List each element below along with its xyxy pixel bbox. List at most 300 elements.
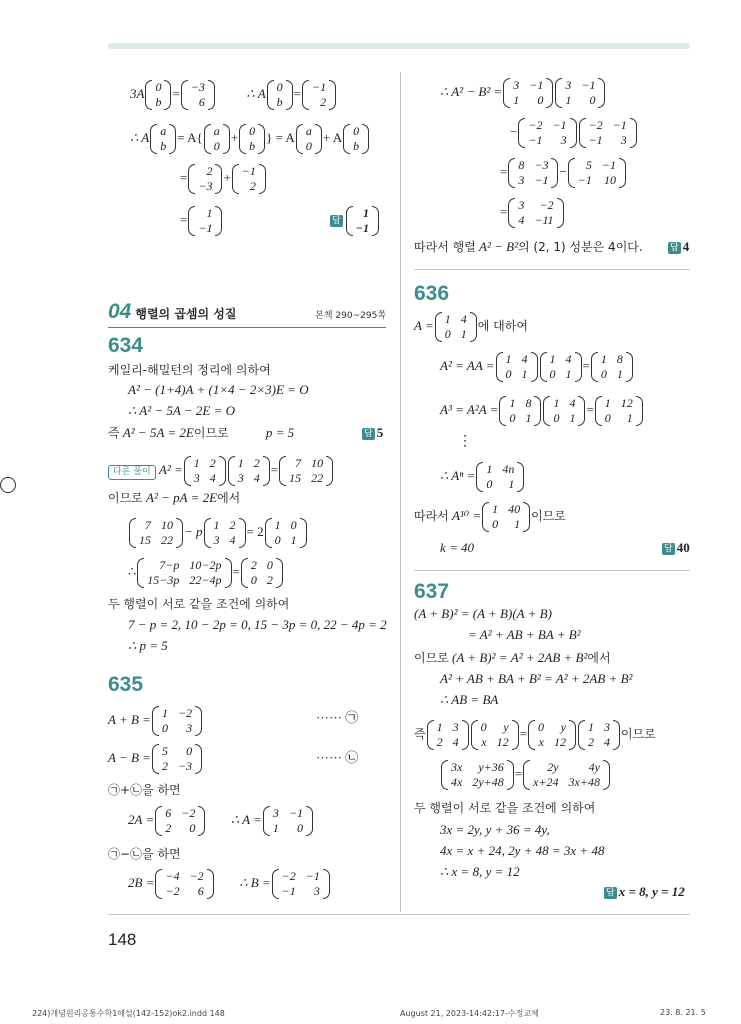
matrix-cell: 2 xyxy=(249,179,256,193)
matrix-cell: 7 xyxy=(295,456,302,470)
paren-right xyxy=(523,502,530,532)
matrix-cell: 1 xyxy=(206,206,213,220)
matrix-cells xyxy=(586,118,630,148)
matrix-cell: 3 xyxy=(186,721,193,735)
matrix-cell: 0 xyxy=(537,720,544,734)
line-637-10: 4x = x + 24, 2y + 48 = 3x + 48 xyxy=(440,843,605,858)
matrix-cell: x xyxy=(481,735,487,749)
matrix-c4 xyxy=(591,352,633,382)
matrix-m4 xyxy=(302,80,336,110)
section-ref: 본책 290~295쪽 xyxy=(315,311,386,321)
line-634-6: 이므로 A² − pA = 2E에서 xyxy=(108,490,241,505)
matrix-cell: 10 xyxy=(311,456,324,470)
matrix-cell: −1 xyxy=(528,133,543,147)
matrix-cell: 10 xyxy=(604,173,617,187)
matrix-cell: 15 xyxy=(289,471,302,485)
matrix-cell: 1 xyxy=(193,456,200,470)
matrix-cell: −2 xyxy=(539,198,554,212)
matrix-r2 xyxy=(555,78,605,108)
matrix-cell: 1 xyxy=(161,706,168,720)
paren-left xyxy=(302,80,309,110)
matrix-m7 xyxy=(239,124,265,154)
matrix-cell: 1 xyxy=(565,367,572,381)
paren-right xyxy=(215,206,222,236)
rule-636 xyxy=(414,269,690,270)
matrix-cells xyxy=(159,706,195,736)
matrix-cell: −4 xyxy=(165,869,180,883)
matrix-cell: 2 xyxy=(587,735,594,749)
matrix-cell: 4x xyxy=(451,775,463,789)
matrix-cell: −1 xyxy=(612,118,627,132)
matrix-cell: −1 xyxy=(355,221,369,235)
paren-right xyxy=(195,744,202,774)
matrix-cell: 3 xyxy=(620,133,627,147)
matrix-cell: 0 xyxy=(186,744,193,758)
matrix-cell: 22 xyxy=(311,471,324,485)
matrix-cell: 4 xyxy=(565,352,572,366)
matrix-cell: 0 xyxy=(266,558,273,572)
paren-right xyxy=(462,720,469,750)
paren-right xyxy=(517,462,524,492)
matrix-cell: 2 xyxy=(165,821,172,835)
matrix-cell: 22−4p xyxy=(189,573,222,587)
line-635-2: A − B = 5 0 2 −3 xyxy=(108,744,203,774)
matrix-c9 xyxy=(482,502,530,532)
matrix-cell: 0 xyxy=(161,721,168,735)
matrix-m12 xyxy=(188,206,222,236)
matrix-cell: a xyxy=(160,124,167,138)
matrix-cell: 7 xyxy=(145,518,151,532)
line-634-9: 두 행렬이 서로 같을 조건에 의하여 xyxy=(108,597,290,611)
line-634-8: ∴ 7−p 10−2p 15−3p 22−4p = 2 0 0 2 xyxy=(128,558,284,588)
matrix-cell: 7−p xyxy=(159,558,180,572)
paren-left xyxy=(508,198,515,228)
paren-right xyxy=(176,518,183,548)
matrix-cell: b xyxy=(353,139,360,153)
matrix-c6 xyxy=(543,396,585,426)
matrix-cell: y xyxy=(560,720,566,734)
matrix-cell: 4 xyxy=(452,735,459,749)
line-633-3: = 2 −3 + −1 2 xyxy=(180,164,267,194)
footer-date: 23. 8. 21. 5 xyxy=(660,1008,706,1017)
matrix-cell: 0 xyxy=(296,821,303,835)
paren-right xyxy=(507,760,514,790)
matrix-cell: 0 xyxy=(604,411,611,425)
matrix-cell: 0 xyxy=(492,517,499,531)
line-637-2: = A² + AB + BA + B² xyxy=(468,627,581,642)
matrix-cell: −2 xyxy=(181,806,196,820)
matrix-d4 xyxy=(578,720,620,750)
paren-right xyxy=(300,518,307,548)
matrix-cells xyxy=(144,558,224,588)
matrix-cell: 8 xyxy=(518,158,525,172)
matrix-r7 xyxy=(508,198,563,228)
paren-left xyxy=(279,456,286,486)
paren-right xyxy=(512,720,519,750)
matrix-cell: 3 xyxy=(518,173,525,187)
matrix-cell: 1 xyxy=(616,367,623,381)
paren-right xyxy=(258,124,265,154)
matrix-cell: 0 xyxy=(274,533,281,547)
matrix-b2 xyxy=(152,744,202,774)
matrix-cell: −2 xyxy=(177,706,193,720)
paren-left xyxy=(152,744,159,774)
paren-left xyxy=(241,558,248,588)
matrix-cell: 40 xyxy=(508,502,521,516)
line-637-5: ∴ AB = BA xyxy=(440,692,499,707)
paren-left xyxy=(579,118,586,148)
matrix-a2 xyxy=(228,456,270,486)
paren-left xyxy=(503,78,510,108)
matrix-cell: y xyxy=(503,720,509,734)
matrix-cell: −1 xyxy=(305,869,320,883)
matrix-cell: 0 xyxy=(276,80,283,94)
matrix-cell: 12 xyxy=(620,396,633,410)
paren-right xyxy=(276,558,283,588)
paren-left xyxy=(188,164,195,194)
paren-left xyxy=(543,396,550,426)
matrix-cell: 0 xyxy=(537,93,544,107)
matrix-cell: 0 xyxy=(480,720,487,734)
matrix-cell: 1 xyxy=(565,93,572,107)
matrix-cell: 0 xyxy=(249,124,256,138)
line-637-9: 3x = 2y, y + 36 = 4y, xyxy=(440,822,550,837)
paren-right xyxy=(207,869,214,899)
matrix-cell: x xyxy=(538,735,544,749)
matrix-cell: 1 xyxy=(362,206,369,220)
answer-637: 답 x = 8, y = 12 xyxy=(606,884,685,899)
matrix-cell: −1 xyxy=(581,78,596,92)
paren-right xyxy=(198,806,205,836)
matrix-cell: 0 xyxy=(509,411,516,425)
label-635-1: ······ ㉠ xyxy=(316,710,359,725)
matrix-cell: 1 xyxy=(492,502,499,516)
paren-left xyxy=(145,80,152,110)
matrix-cell: b xyxy=(160,139,167,153)
problem-number-637: 637 xyxy=(414,580,450,603)
matrix-cells xyxy=(503,352,531,382)
matrix-cell: 1 xyxy=(505,352,512,366)
paren-right xyxy=(575,352,582,382)
line-633-2: ∴ A a b = A{ a 0 + 0 b } = A a 0 + A 0 b xyxy=(130,124,370,154)
paren-left xyxy=(265,518,272,548)
matrix-cells xyxy=(442,312,470,342)
bottom-rule xyxy=(108,914,690,915)
paren-left xyxy=(441,760,448,790)
matrix-cell: 3 xyxy=(565,78,572,92)
paren-left xyxy=(540,352,547,382)
matrix-m10 xyxy=(188,164,222,194)
matrix-cell: 12 xyxy=(553,735,566,749)
dots-636: ⋮ xyxy=(458,434,472,449)
matrix-cell: 1 xyxy=(272,821,279,835)
paren-right xyxy=(613,720,620,750)
matrix-cell: 3 xyxy=(193,471,200,485)
paren-left xyxy=(482,502,489,532)
matrix-c1 xyxy=(435,312,477,342)
matrix-cells xyxy=(478,720,512,750)
matrix-a4 xyxy=(129,518,183,548)
paren-left xyxy=(263,806,270,836)
rule-637 xyxy=(414,570,690,571)
line-634-1: 케일리-해밀턴의 정리에 의하여 xyxy=(108,363,271,377)
matrix-cell: 8 xyxy=(616,352,623,366)
paren-left xyxy=(343,124,350,154)
paren-right xyxy=(470,312,477,342)
line-636-4: ∴ Aⁿ = 1 4n 0 1 xyxy=(440,462,525,492)
matrix-cells xyxy=(274,80,286,110)
matrix-d2 xyxy=(471,720,519,750)
paren-left xyxy=(188,206,195,236)
paren-right xyxy=(326,456,333,486)
paren-left xyxy=(184,456,191,486)
paren-right xyxy=(570,118,577,148)
matrix-cell: 4 xyxy=(209,471,216,485)
matrix-cell: 3x xyxy=(451,760,463,774)
matrix-cell: 3 xyxy=(213,533,220,547)
paren-right xyxy=(219,456,226,486)
matrix-cell: −11 xyxy=(534,213,554,227)
matrix-cell: 4y xyxy=(588,760,600,774)
matrix-cells xyxy=(303,124,315,154)
matrix-cell: 4n xyxy=(502,462,515,476)
matrix-cells xyxy=(535,720,569,750)
problem-number-634: 634 xyxy=(108,334,144,357)
matrix-cell: 1 xyxy=(508,477,515,491)
matrix-cell: 2 xyxy=(209,456,216,470)
matrix-cell: 4 xyxy=(603,735,610,749)
matrix-d5 xyxy=(441,760,514,790)
matrix-cell: 2 xyxy=(436,735,443,749)
line-634-11: ∴ p = 5 xyxy=(128,638,168,653)
line-635-1: A + B = 1 −2 0 3 xyxy=(108,706,203,736)
paren-left xyxy=(150,124,157,154)
line-634-10: 7 − p = 2, 10 − 2p = 0, 15 − 3p = 0, 22 − 4p = 2 xyxy=(128,617,387,632)
matrix-cell: 2y xyxy=(547,760,559,774)
matrix-d3 xyxy=(528,720,576,750)
matrix-cells xyxy=(585,720,613,750)
paren-left xyxy=(239,124,246,154)
matrix-a3 xyxy=(279,456,333,486)
matrix-r5 xyxy=(508,158,558,188)
matrix-cells xyxy=(279,869,323,899)
matrix-cell: a xyxy=(305,124,312,138)
matrix-cell: 1 xyxy=(460,327,467,341)
matrix-cell: 0 xyxy=(600,367,607,381)
matrix-r1 xyxy=(503,78,553,108)
matrix-cells xyxy=(195,164,215,194)
line-635-4: 2A = 6 −2 2 0 ∴ A = 3 −1 1 0 xyxy=(128,806,314,836)
matrix-cell: 10 xyxy=(161,518,173,532)
matrix-cells xyxy=(547,352,575,382)
paren-left xyxy=(296,124,303,154)
matrix-cell: 1 xyxy=(509,396,516,410)
matrix-cells xyxy=(309,80,329,110)
paren-right xyxy=(208,80,215,110)
matrix-cells xyxy=(157,124,169,154)
paren-right xyxy=(259,164,266,194)
paren-left xyxy=(427,720,434,750)
matrix-cell: 0 xyxy=(486,477,493,491)
matrix-cell: 1 xyxy=(525,411,532,425)
matrix-cell: 0 xyxy=(155,80,162,94)
problem-number-636: 636 xyxy=(414,282,450,305)
page-number: 148 xyxy=(108,930,137,949)
paren-left xyxy=(518,118,525,148)
matrix-cell: 0 xyxy=(589,93,596,107)
paren-left xyxy=(129,518,136,548)
matrix-cell: 3 xyxy=(237,471,244,485)
section-header xyxy=(108,300,386,324)
answer-mark: 답 xyxy=(332,216,341,226)
matrix-b4 xyxy=(263,806,313,836)
line-637-3: 이므로 (A + B)² = A² + 2AB + B²에서 xyxy=(414,650,611,665)
paren-right xyxy=(164,80,171,110)
section-number: 04 xyxy=(108,300,132,323)
matrix-b5 xyxy=(155,869,213,899)
matrix-cell: a xyxy=(213,124,220,138)
problem-number-635: 635 xyxy=(108,673,144,696)
matrix-cell: −1 xyxy=(601,158,617,172)
matrix-cell: 1 xyxy=(274,518,281,532)
matrix-cell: 2 xyxy=(250,558,257,572)
line-637-8: 두 행렬이 서로 같을 조건에 의하여 xyxy=(414,801,596,815)
matrix-cells xyxy=(272,518,300,548)
matrix-cells xyxy=(515,158,551,188)
paren-left xyxy=(346,206,353,236)
matrix-cell: 1 xyxy=(521,367,528,381)
paren-right xyxy=(372,206,379,236)
paren-left xyxy=(508,158,515,188)
paren-right xyxy=(531,352,538,382)
paren-right xyxy=(225,558,232,588)
paren-right xyxy=(223,124,230,154)
matrix-cell: 5 xyxy=(585,158,592,172)
paren-left xyxy=(435,312,442,342)
paren-right xyxy=(169,124,176,154)
matrix-cell: b xyxy=(155,95,162,109)
paren-right xyxy=(306,806,313,836)
matrix-cell: 2y+48 xyxy=(472,775,504,789)
section-rule xyxy=(108,327,386,328)
matrix-cells xyxy=(188,80,208,110)
matrix-cells xyxy=(525,118,569,148)
matrix-cell: 8 xyxy=(525,396,532,410)
line-636-3: A³ = A²A = 1 8 0 1 1 4 0 1 = 1 12 0 1 xyxy=(440,396,644,426)
paren-left xyxy=(568,158,575,188)
paren-right xyxy=(534,396,541,426)
line-634-3: ∴ A² − 5A − 2E = O xyxy=(128,403,235,418)
matrix-cells xyxy=(195,206,215,236)
line-637-7: 3x y+36 4x 2y+48 = 2y 4y x+24 3x+48 xyxy=(440,760,611,790)
matrix-cell: 3 xyxy=(513,78,520,92)
paren-left xyxy=(496,352,503,382)
matrix-cell: 12 xyxy=(496,735,509,749)
matrix-cell: 3x+48 xyxy=(568,775,600,789)
line-636-5: 따라서 A¹⁰ = 1 40 0 1 이므로 xyxy=(414,502,566,531)
matrix-cells xyxy=(350,124,362,154)
matrix-cell: −2 xyxy=(281,869,296,883)
matrix-cell: 0 xyxy=(505,367,512,381)
paren-left xyxy=(476,462,483,492)
line-637-6: 즉 1 3 2 4 0 y x 12 = 0 y x 12 1 3 2 4 이므로 xyxy=(414,720,656,749)
matrix-cell: 0 xyxy=(290,518,297,532)
matrix-cell: 2 xyxy=(266,573,273,587)
matrix-cell: 3 xyxy=(452,720,459,734)
matrix-c8 xyxy=(476,462,524,492)
matrix-cell: 15 xyxy=(139,533,151,547)
matrix-cells xyxy=(510,78,546,108)
matrix-cell: 3 xyxy=(313,884,320,898)
matrix-cell: 1 xyxy=(626,411,633,425)
paren-right xyxy=(630,118,637,148)
matrix-cell: −3 xyxy=(177,759,193,773)
matrix-r6 xyxy=(568,158,626,188)
paren-right xyxy=(323,869,330,899)
matrix-d6 xyxy=(523,760,610,790)
line-r-5: 따라서 행렬 A² − B²의 (2, 1) 성분은 4이다. xyxy=(414,239,643,254)
matrix-cell: 4 xyxy=(518,213,525,227)
matrix-cell: 1 xyxy=(549,352,556,366)
matrix-m12ans xyxy=(346,206,379,236)
matrix-r4 xyxy=(579,118,637,148)
matrix-cells xyxy=(239,164,259,194)
paren-right xyxy=(286,80,293,110)
matrix-cells xyxy=(162,806,198,836)
matrix-cell: 1 xyxy=(513,93,520,107)
matrix-b3 xyxy=(155,806,205,836)
matrix-cell: 1 xyxy=(213,518,220,532)
paren-left xyxy=(595,396,602,426)
matrix-cells xyxy=(162,869,206,899)
matrix-cells xyxy=(270,806,306,836)
matrix-cells xyxy=(448,760,507,790)
top-bar xyxy=(108,43,690,49)
paren-left xyxy=(499,396,506,426)
matrix-cell: 4 xyxy=(460,312,467,326)
matrix-cell: −1 xyxy=(288,806,303,820)
matrix-cell: 1 xyxy=(553,396,560,410)
paren-left xyxy=(232,164,239,194)
matrix-m2 xyxy=(181,80,215,110)
matrix-a1 xyxy=(184,456,226,486)
matrix-cell: 10−2p xyxy=(189,558,222,572)
matrix-cells xyxy=(152,80,164,110)
matrix-cell: x+24 xyxy=(533,775,559,789)
matrix-cell: 1 xyxy=(569,411,576,425)
paren-left xyxy=(523,760,530,790)
matrix-r3 xyxy=(518,118,576,148)
paren-left xyxy=(528,720,535,750)
matrix-b6 xyxy=(272,869,330,899)
line-635-6: 2B = −4 −2 −2 6 ∴ B = −2 −1 −1 3 xyxy=(128,869,331,899)
matrix-m5 xyxy=(150,124,176,154)
line-634-7: 7 10 15 22 − p 1 2 3 4 = 2 1 0 0 1 xyxy=(128,518,308,548)
line-635-3: ㉠+㉡을 하면 xyxy=(108,783,181,797)
paren-right xyxy=(329,80,336,110)
line-637-1: (A + B)² = (A + B)(A + B) xyxy=(414,606,552,621)
line-633-4: = 1 −1 xyxy=(180,206,223,236)
matrix-cell: −2 xyxy=(165,884,180,898)
matrix-cell: 2 xyxy=(229,518,236,532)
paren-left xyxy=(155,869,162,899)
matrix-cell: 0 xyxy=(213,139,220,153)
matrix-cell: 5 xyxy=(161,744,168,758)
paren-right xyxy=(569,720,576,750)
matrix-cell: 3 xyxy=(560,133,567,147)
paren-right xyxy=(263,456,270,486)
matrix-cells xyxy=(562,78,598,108)
